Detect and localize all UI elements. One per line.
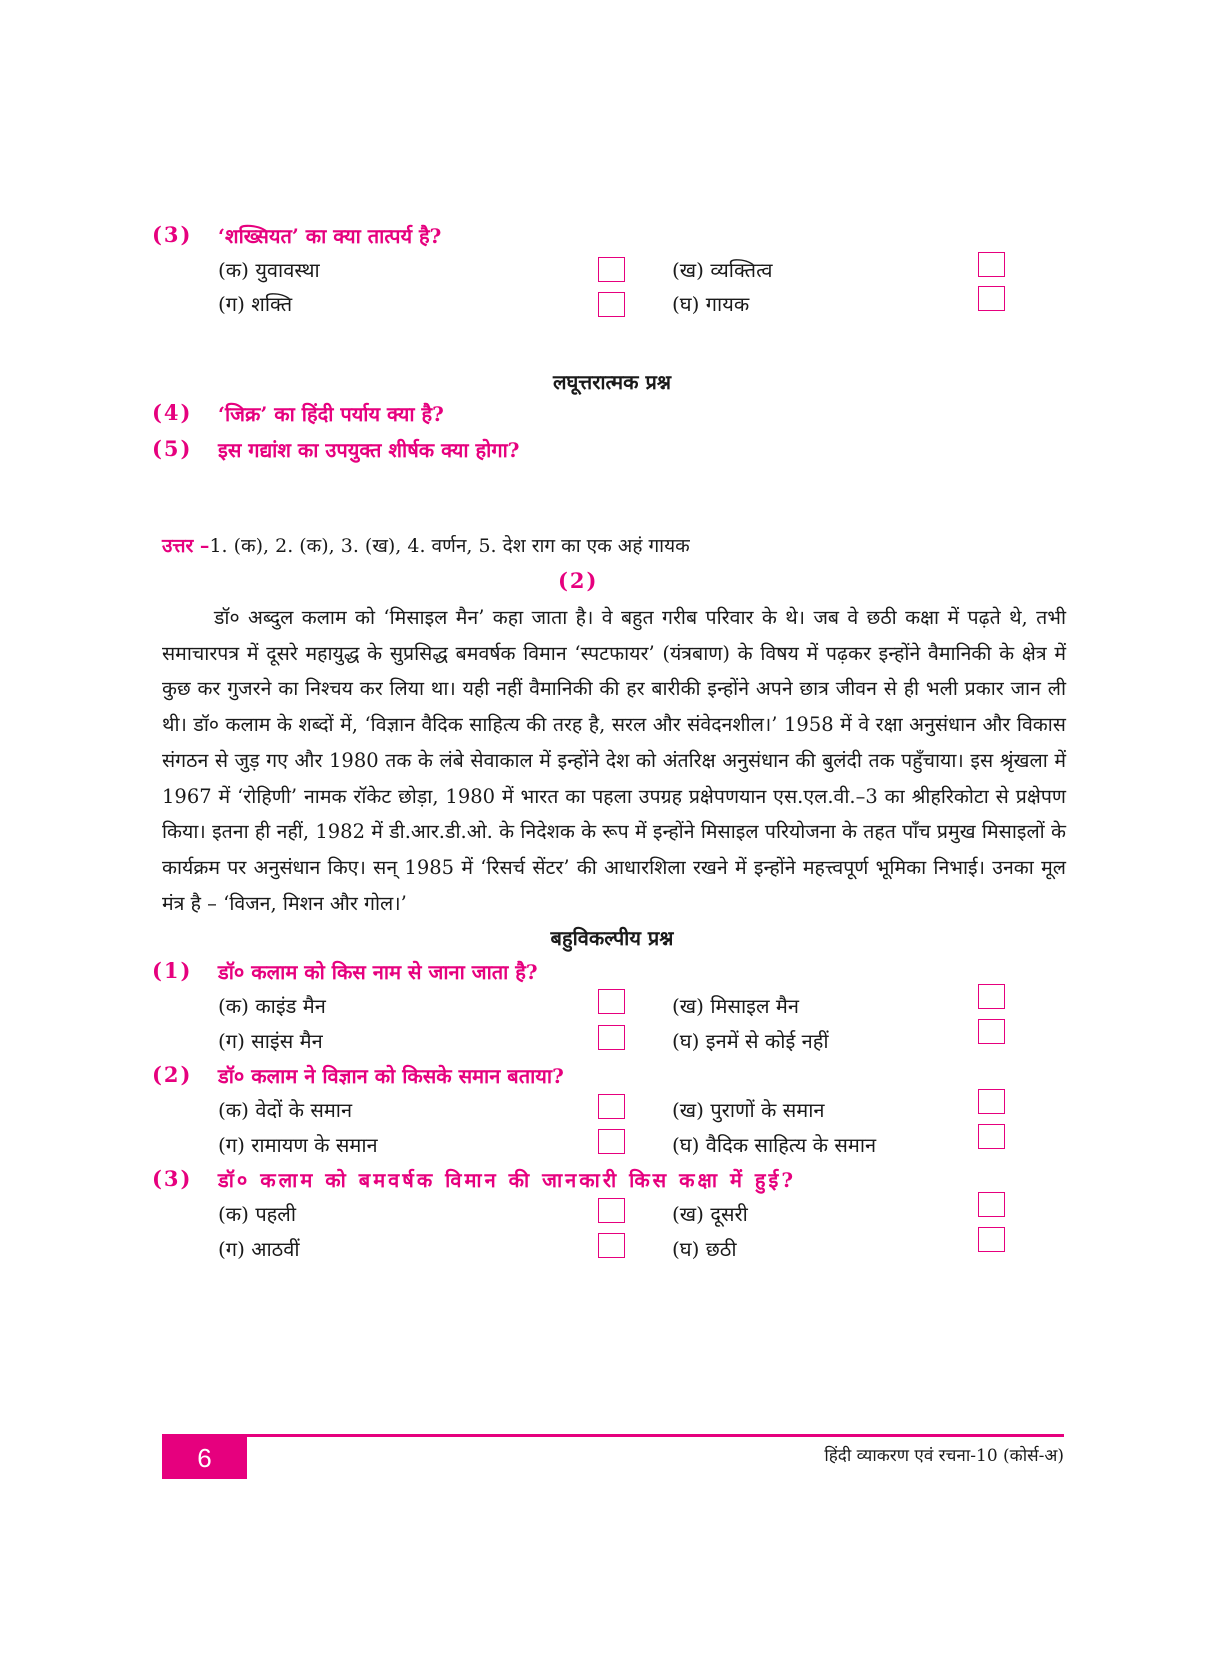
option-a: (क) वेदों के समान [218, 1098, 353, 1122]
checkbox-option-b[interactable] [978, 984, 1005, 1009]
checkbox-option-d[interactable] [978, 1124, 1005, 1149]
question-number: (5) [152, 436, 193, 461]
question-text: इस गद्यांश का उपयुक्त शीर्षक क्या होगा? [218, 438, 520, 462]
option-c: (ग) आठवीं [218, 1237, 300, 1261]
option-d: (घ) गायक [672, 292, 750, 316]
passage-number: (2) [558, 568, 599, 593]
option-c: (ग) रामायण के समान [218, 1133, 378, 1157]
book-title: हिंदी व्याकरण एवं रचना-10 (कोर्स-अ) [824, 1446, 1064, 1466]
question-text: ‘जिक्र’ का हिंदी पर्याय क्या है? [218, 402, 444, 426]
question-text: ‘शख्सियत’ का क्या तात्पर्य है? [218, 224, 442, 248]
checkbox-option-d[interactable] [978, 286, 1005, 311]
checkbox-option-a[interactable] [598, 1094, 625, 1119]
option-d: (घ) वैदिक साहित्य के समान [672, 1133, 877, 1157]
question-number: (4) [152, 400, 193, 425]
checkbox-option-a[interactable] [598, 989, 625, 1014]
option-b: (ख) पुराणों के समान [672, 1098, 825, 1122]
option-b: (ख) दूसरी [672, 1202, 748, 1226]
checkbox-option-b[interactable] [978, 1089, 1005, 1114]
question-text: डॉ० कलाम को बमवर्षक विमान की जानकारी किस कक्षा में हुई? [218, 1168, 797, 1192]
passage-text: डॉ० अब्दुल कलाम को ‘मिसाइल मैन’ कहा जाता है। वे बहुत गरीब परिवार के थे। जब वे छठी कक्षा में पढ़ते थे, तभी समाचारपत्र में दूसरे महायुद्ध के सुप्रसिद्ध बमवर्षक विमान ‘स्पटफायर’ (यंत्रबाण) के विषय में पढ़कर इन्होंने वैमानिकी के क्षेत्र में कुछ कर गुजरने का निश्चय कर लिया था। यही नहीं वैमानिकी की हर बारीकी इन्होंने अपने छात्र जीवन से ही भली प्रकार जान ली थी। डॉ० कलाम के शब्दों में, ‘विज्ञान वैदिक साहित्य की तरह है, सरल और संवेदनशील।’ 1958 में वे रक्षा अनुसंधान और विकास संगठन से जुड़ गए और 1980 तक के लंबे सेवाकाल में इन्होंने देश को अंतरिक्ष अनुसंधान की बुलंदी तक पहुँचाया। इस श्रृंखला में 1967 में ‘रोहिणी’ नामक रॉकेट छोड़ा, 1980 में भारत का पहला उपग्रह प्रक्षेपणयान एस.एल.वी.–3 का श्रीहरिकोटा से प्रक्षेपण किया। इतना ही नहीं, 1982 में डी.आर.डी.ओ. के निदेशक के रूप में इन्होंने मिसाइल परियोजना के तहत पाँच प्रमुख मिसाइलों के कार्यक्रम पर अनुसंधान किए। सन् 1985 में ‘रिसर्च सेंटर’ की आधारशिला रखने में इन्होंने महत्त्वपूर्ण भूमिका निभाई। उनका मूल मंत्र है – ‘विजन, मिशन और गोल।’ [162, 606, 1066, 915]
option-a: (क) युवावस्था [218, 258, 320, 282]
option-d: (घ) छठी [672, 1237, 737, 1261]
checkbox-option-a[interactable] [598, 257, 625, 282]
section-heading-short-answer: लघूत्तरात्मक प्रश्न [553, 370, 671, 394]
checkbox-option-a[interactable] [598, 1198, 625, 1223]
footer-rule [162, 1434, 1064, 1437]
checkbox-option-d[interactable] [978, 1019, 1005, 1044]
section-heading-mcq: बहुविकल्पीय प्रश्न [550, 926, 674, 950]
checkbox-option-c[interactable] [598, 1233, 625, 1258]
answer-text: 1. (क), 2. (क), 3. (ख), 4. वर्णन, 5. देश राग का एक अहं गायक [209, 535, 690, 557]
passage [162, 600, 1066, 921]
checkbox-option-b[interactable] [978, 252, 1005, 277]
question-number: (1) [152, 958, 193, 983]
page-number: 6 [162, 1437, 247, 1479]
option-a: (क) पहली [218, 1202, 297, 1226]
checkbox-option-c[interactable] [598, 1129, 625, 1154]
question-text: डॉ० कलाम ने विज्ञान को किसके समान बताया? [218, 1064, 564, 1088]
question-number: (3) [152, 1166, 193, 1191]
question-number: (2) [152, 1062, 193, 1087]
option-c: (ग) शक्ति [218, 292, 293, 316]
option-c: (ग) साइंस मैन [218, 1029, 323, 1053]
option-b: (ख) व्यक्तित्व [672, 258, 773, 282]
checkbox-option-d[interactable] [978, 1227, 1005, 1252]
checkbox-option-b[interactable] [978, 1192, 1005, 1217]
checkbox-option-c[interactable] [598, 1025, 625, 1050]
checkbox-option-c[interactable] [598, 292, 625, 317]
answer-label: उत्तर – [162, 535, 210, 557]
option-b: (ख) मिसाइल मैन [672, 994, 799, 1018]
question-number: (3) [152, 222, 193, 247]
answer-key [162, 532, 690, 558]
option-a: (क) काइंड मैन [218, 994, 326, 1018]
option-d: (घ) इनमें से कोई नहीं [672, 1029, 829, 1053]
question-text: डॉ० कलाम को किस नाम से जाना जाता है? [218, 960, 538, 984]
